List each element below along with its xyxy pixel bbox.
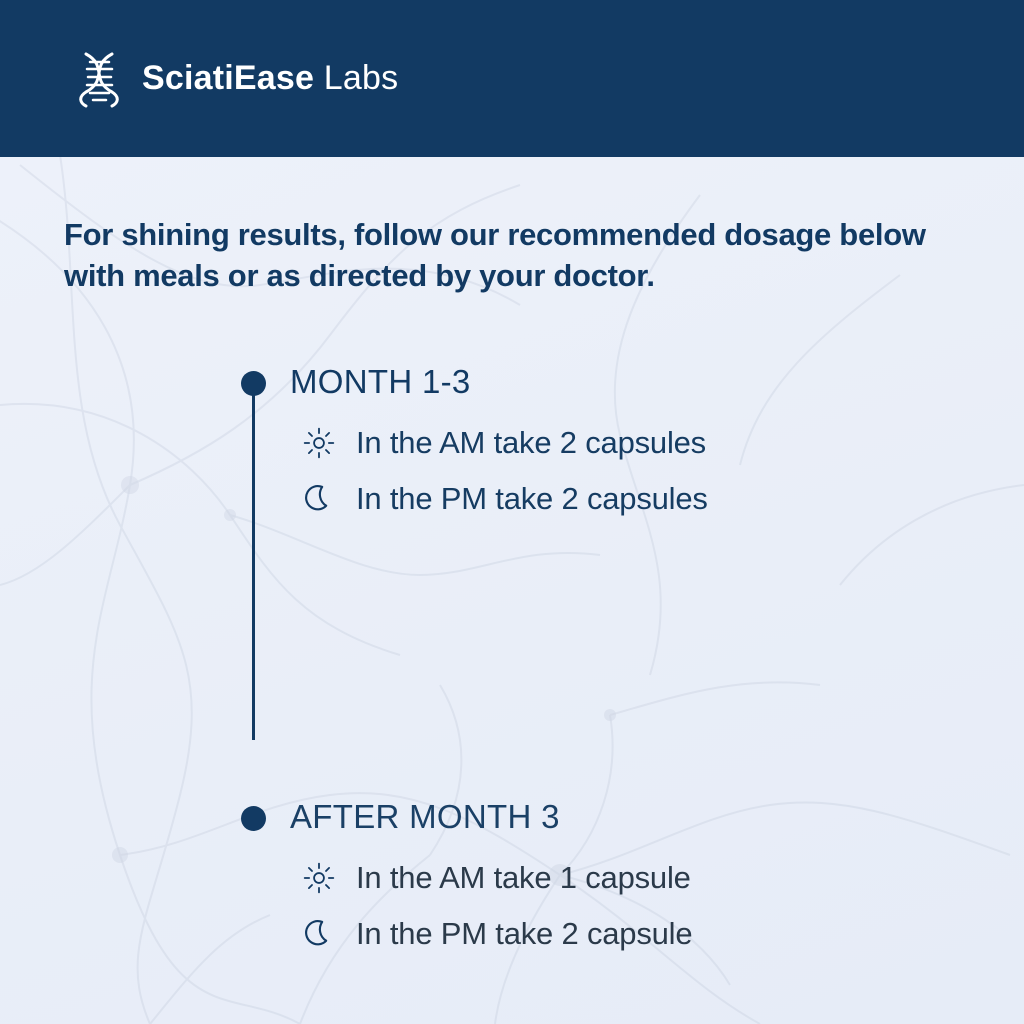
- dosage-row-am: [300, 424, 998, 462]
- headline-text: For shining results, follow our recommended dosage below with meals or as directed by your doctor.: [64, 217, 926, 293]
- sun-icon: [300, 859, 338, 897]
- dosage-timeline: [238, 365, 998, 971]
- dna-icon: [72, 50, 126, 108]
- dosage-row-pm: [300, 480, 998, 518]
- timeline-title: MONTH 1-3: [290, 363, 471, 400]
- dosage-text: In the AM take 1 capsule: [356, 860, 691, 895]
- moon-icon: [300, 480, 338, 518]
- brand-name-bold: SciatiEase: [142, 59, 315, 97]
- header-bar: [0, 0, 1024, 157]
- brand-name: [142, 59, 398, 98]
- timeline-dot: [241, 371, 266, 396]
- brand-logo: [72, 50, 398, 108]
- timeline-dot: [241, 806, 266, 831]
- dosage-row-am: [300, 859, 998, 897]
- dosage-text: In the AM take 2 capsules: [356, 425, 706, 460]
- sun-icon: [300, 424, 338, 462]
- dosage-row-pm: [300, 915, 998, 953]
- timeline-block-after-month-3: [238, 800, 998, 953]
- moon-icon: [300, 915, 338, 953]
- brand-name-light: Labs: [314, 59, 399, 97]
- timeline-title: AFTER MONTH 3: [290, 798, 560, 835]
- dosage-text: In the PM take 2 capsules: [356, 481, 708, 516]
- dosage-text: In the PM take 2 capsule: [356, 916, 693, 951]
- timeline-block-month-1-3: [238, 365, 998, 518]
